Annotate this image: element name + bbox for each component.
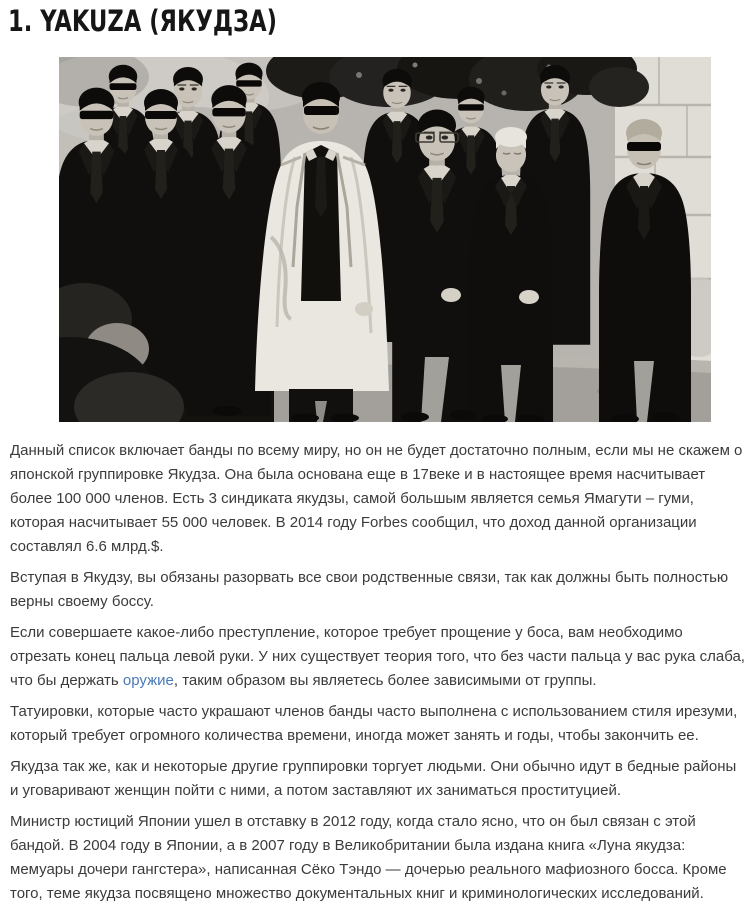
- yakuza-photo: [59, 57, 711, 422]
- article-paragraph: Вступая в Якудзу, вы обязаны разорвать все свои родственные связи, так как должны быть полностью верны своему боссу.: [10, 569, 729, 610]
- weapon-link[interactable]: оружие: [122, 672, 174, 689]
- page-title: 1. YAKUZA (ЯКУДЗА): [8, 4, 277, 38]
- article-paragraph: [10, 621, 747, 693]
- paragraph-text: , таким образом вы являетесь более зависимыми от группы.: [173, 672, 597, 689]
- article-paragraph: Якудза так же, как и некоторые другие группировки торгует людьми. Они обычно идут в бедные районы и уговаривают женщин пойти с ними, а потом заставляют их заниматься проституцией.: [10, 758, 737, 799]
- article-paragraph: Татуировки, которые часто украшают членов банды часто выполнена с использованием стиля ирезуми, который требует огромного количества времени, иногда может занять и годы, чтобы закончить ее.: [10, 703, 738, 744]
- article-body: [10, 439, 747, 906]
- paragraph-text: Если совершаете какое-либо преступление, которое требует прощение у боса, вам необходимо отрезать конец пальца левой руки. У них существует теория того, что без части пальца у вас рука слаба, что бы держать: [10, 624, 745, 689]
- article-paragraph: Данный список включает банды по всему миру, но он не будет достаточно полным, если мы не скажем о японской группировке Якудза. Она была основана еще в 17веке и в настоящее время насчитывает более 100 000 членов. Есть 3 синдиката якудзы, самой большым является семья Ямагути – гуми, которая насчитывает 55 000 человек. В 2014 году Forbes сообщил, что доход данной организации составлял 6.6 млрд.$.: [10, 442, 743, 555]
- yakuza-photo-illustration: [59, 57, 711, 422]
- article-paragraph: Министр юстиций Японии ушел в отставку в 2012 году, когда стало ясно, что он был связан с этой бандой. В 2004 году в Японии, а в 2007 году в Великобритании была издана книга «Луна якудза: мемуары дочери гангстера», написанная Сёко Тэндо — дочерью реального мафиозного босса. Кроме того, теме якудза посвящено множество документальных книг и криминологических исследований.: [10, 813, 727, 902]
